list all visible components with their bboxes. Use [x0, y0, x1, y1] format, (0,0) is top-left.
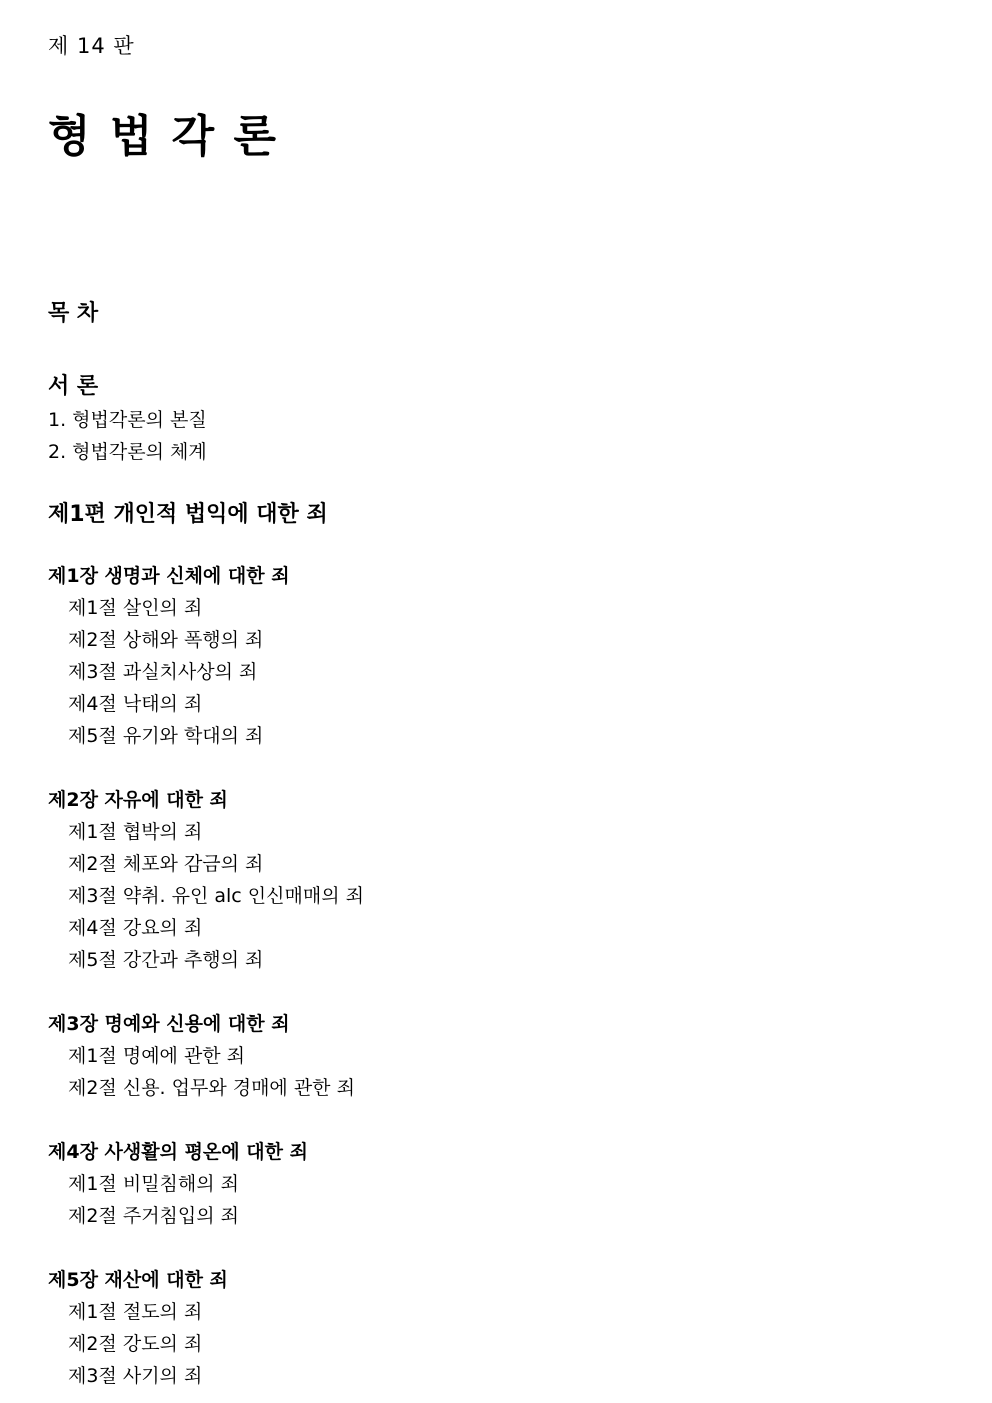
chapter-title: 제3장 명예와 신용에 대한 죄 — [48, 1013, 290, 1035]
intro-item: 2. 형법각론의 체계 — [48, 441, 207, 463]
chapter — [48, 560, 948, 752]
chapter — [48, 1008, 948, 1104]
book-title: 형 법 각 론 — [48, 111, 278, 162]
table-of-contents — [48, 370, 948, 1392]
section-item: 제3절 사기의 죄 — [68, 1365, 203, 1387]
section-item: 제1절 명예에 관한 죄 — [68, 1045, 246, 1067]
intro-title: 서 론 — [48, 374, 99, 399]
section-item: 제4절 강요의 죄 — [68, 917, 203, 939]
section-item: 제5절 강간과 추행의 죄 — [68, 949, 264, 971]
chapter-title: 제4장 사생활의 평온에 대한 죄 — [48, 1141, 308, 1163]
edition-label: 제 14 판 — [48, 34, 135, 58]
chapter — [48, 1264, 948, 1392]
section-item: 제2절 강도의 죄 — [68, 1333, 203, 1355]
section-item: 제3절 약취. 유인 alc 인신매매의 죄 — [68, 885, 364, 907]
toc-heading: 목 차 — [48, 301, 99, 326]
section-item: 제2절 상해와 폭행의 죄 — [68, 629, 264, 651]
chapter-title: 제1장 생명과 신체에 대한 죄 — [48, 565, 290, 587]
section-item: 제4절 낙태의 죄 — [68, 693, 203, 715]
section-item: 제3절 과실치사상의 죄 — [68, 661, 258, 683]
section-item: 제1절 비밀침해의 죄 — [68, 1173, 239, 1195]
chapter-title: 제5장 재산에 대한 죄 — [48, 1269, 228, 1291]
section-item: 제5절 유기와 학대의 죄 — [68, 725, 264, 747]
chapter — [48, 784, 948, 976]
section-item: 제1절 협박의 죄 — [68, 821, 203, 843]
section-item: 제1절 살인의 죄 — [68, 597, 203, 619]
part-title: 제1편 개인적 법익에 대한 죄 — [48, 502, 328, 527]
section-item: 제2절 신용. 업무와 경매에 관한 죄 — [68, 1077, 355, 1099]
intro-item: 1. 형법각론의 본질 — [48, 409, 207, 431]
chapter-title: 제2장 자유에 대한 죄 — [48, 789, 228, 811]
chapter — [48, 1136, 948, 1232]
section-item: 제1절 절도의 죄 — [68, 1301, 203, 1323]
section-item: 제2절 체포와 감금의 죄 — [68, 853, 264, 875]
section-item: 제2절 주거침입의 죄 — [68, 1205, 239, 1227]
